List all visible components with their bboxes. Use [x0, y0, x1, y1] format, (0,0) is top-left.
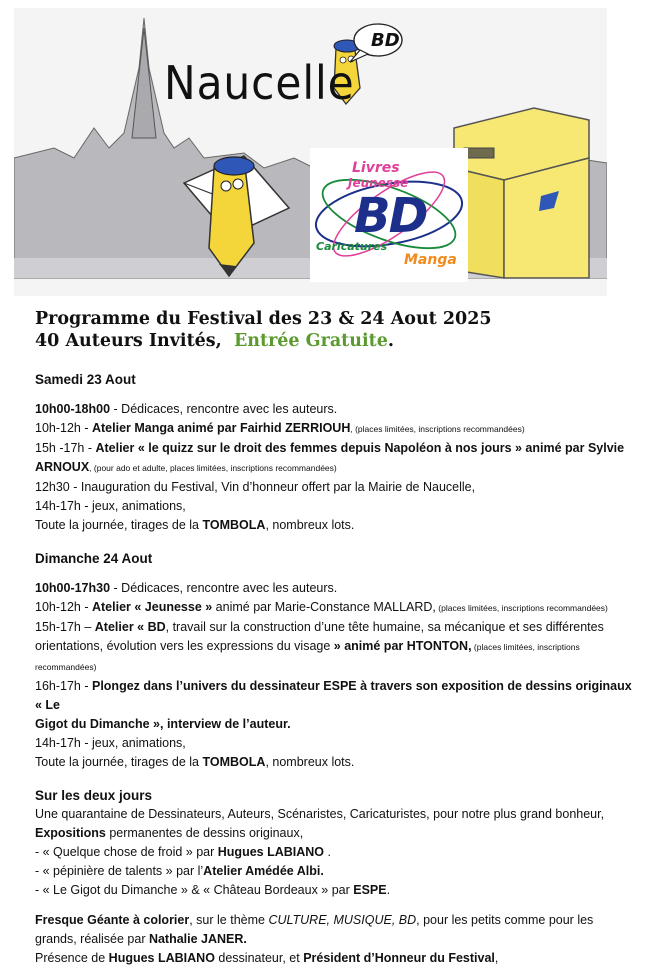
festival-logo	[310, 148, 468, 282]
fresque-line: grands, réalisée par Nathalie JANER.	[35, 932, 247, 946]
saturday-line: Toute la journée, tirages de la TOMBOLA, nombreux lots.	[35, 518, 355, 532]
free-entry: Entrée Gratuite	[233, 331, 388, 351]
exhibition-item: - « Le Gigot du Dimanche » & « Château Bordeaux » par ESPE.	[35, 883, 391, 897]
both-days-line: Une quarantaine de Dessinateurs, Auteurs, Scénaristes, Caricaturistes, pour notre plus grand bonheur,	[35, 807, 605, 821]
saturday-line: 10h00-18h00 - Dédicaces, rencontre avec les auteurs.	[35, 402, 338, 416]
programme-title	[35, 308, 492, 352]
sunday-line: 10h00-17h30 - Dédicaces, rencontre avec les auteurs.	[35, 581, 338, 595]
saturday-line: ARNOUX, (pour ado et adulte, places limitées, inscriptions recommandées)	[35, 460, 337, 474]
authors-invited: 40 Auteurs Invités,	[35, 331, 222, 351]
saturday-line: 15h -17h - Atelier « le quizz sur le droit des femmes depuis Napoléon à nos jours » animé par Sylvie	[35, 441, 625, 455]
logo-livres-text: Livres	[352, 160, 400, 176]
saturday-line: 14h-17h - jeux, animations,	[35, 499, 186, 513]
sunday-line: 10h-12h - Atelier « Jeunesse » animé par Marie-Constance MALLARD, (places limitées, inscriptions recommandées)	[35, 600, 608, 614]
saturday-line: 10h-12h - Atelier Manga animé par Fairhid ZERRIOUH, (places limitées, inscriptions recommandées)	[35, 421, 525, 435]
sunday-line: orientations, évolution vers les expressions du visage » animé par HTONTON, (places limitées, inscriptions recommandées)	[35, 639, 580, 672]
sunday-line: 16h-17h - Plongez dans l’univers du dessinateur ESPE à travers son exposition de dessins originaux « Le	[35, 679, 632, 712]
saturday-heading: Samedi 23 Aout	[35, 372, 136, 387]
festival-banner	[14, 8, 607, 296]
logo-manga-text: Manga	[404, 252, 457, 268]
logo-bd-text: BD	[354, 188, 427, 244]
title-line-1: Programme du Festival des 23 & 24 Aout 2025	[35, 309, 492, 329]
logo-jeunesse-text: Jeunesse	[348, 176, 409, 190]
saturday-line: 12h30 - Inauguration du Festival, Vin d’honneur offert par la Mairie de Naucelle,	[35, 480, 476, 494]
exhibition-item: - « pépinière de talents » par l’Atelier Amédée Albi.	[35, 864, 324, 878]
town-name-lettering: Naucelle	[164, 56, 355, 110]
sunday-line: Toute la journée, tirages de la TOMBOLA, nombreux lots.	[35, 755, 355, 769]
title-line-2	[35, 330, 492, 352]
programme-content	[35, 370, 635, 968]
sunday-heading: Dimanche 24 Aout	[35, 551, 153, 566]
both-days-heading: Sur les deux jours	[35, 788, 153, 803]
title-period: .	[387, 331, 394, 351]
exhibition-item: - « Quelque chose de froid » par Hugues LABIANO .	[35, 845, 331, 859]
sunday-line: 15h-17h – Atelier « BD, travail sur la construction d’une tête humaine, sa mécanique et ses différentes	[35, 620, 604, 634]
bd-bubble-text: BD	[371, 30, 400, 51]
sunday-line: 14h-17h - jeux, animations,	[35, 736, 186, 750]
fresque-line: Fresque Géante à colorier, sur le thème CULTURE, MUSIQUE, BD, pour les petits comme pour les	[35, 913, 594, 927]
both-days-line: Expositions permanentes de dessins originaux,	[35, 826, 304, 840]
sunday-line: Gigot du Dimanche », interview de l’auteur.	[35, 717, 291, 731]
mailbox-illustration	[454, 108, 589, 278]
logo-caricatures-text: Caricatures	[316, 240, 388, 253]
presence-line: Présence de Hugues LABIANO dessinateur, et Président d’Honneur du Festival,	[35, 951, 499, 965]
